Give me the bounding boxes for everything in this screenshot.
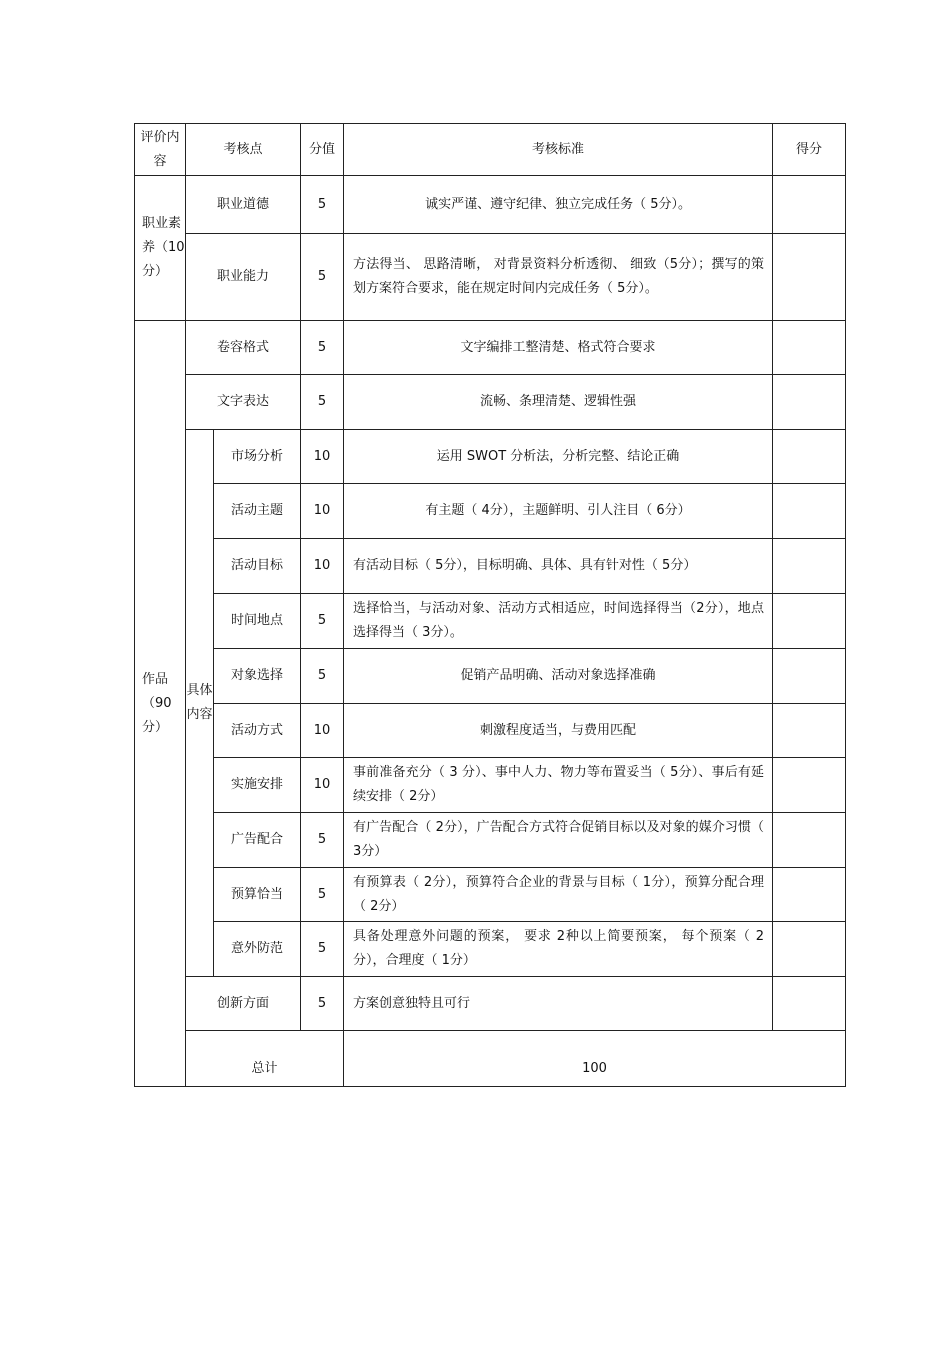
point-cell: 意外防范 (214, 922, 301, 977)
got-cell (773, 375, 846, 430)
got-cell (773, 321, 846, 375)
got-cell (773, 977, 846, 1031)
got-cell (773, 813, 846, 868)
point-cell: 实施安排 (214, 758, 301, 813)
point-cell: 预算恰当 (214, 868, 301, 922)
table-row (135, 758, 846, 813)
got-cell (773, 176, 846, 234)
point-cell: 活动目标 (214, 539, 301, 594)
standard-cell: 有主题（ 4分），主题鲜明、引人注目（ 6分） (344, 484, 773, 539)
standard-cell: 刺激程度适当，与费用匹配 (344, 704, 773, 758)
got-cell (773, 484, 846, 539)
header-point: 考核点 (186, 124, 301, 176)
point-cell: 广告配合 (214, 813, 301, 868)
standard-cell: 具备处理意外问题的预案， 要求 2种以上简要预案， 每个预案（ 2分），合理度（ 1分） (344, 922, 773, 977)
point-cell: 时间地点 (214, 594, 301, 649)
got-cell (773, 539, 846, 594)
standard-cell: 文字编排工整清楚、格式符合要求 (344, 321, 773, 375)
category-professional: 职业素养（10分） (135, 176, 186, 321)
score-cell: 10 (301, 430, 344, 484)
standard-cell: 促销产品明确、活动对象选择准确 (344, 649, 773, 704)
header-eval-content: 评价内容 (135, 124, 186, 176)
table-row (135, 868, 846, 922)
header-score-value: 分值 (301, 124, 344, 176)
standard-cell: 有广告配合（ 2分），广告配合方式符合促销目标以及对象的媒介习惯（ 3分） (344, 813, 773, 868)
point-cell: 职业道德 (186, 176, 301, 234)
score-cell: 10 (301, 758, 344, 813)
score-cell: 5 (301, 594, 344, 649)
standard-cell: 事前准备充分（ 3 分）、事中人力、物力等布置妥当（ 5分）、事后有延续安排（ 2分） (344, 758, 773, 813)
score-cell: 5 (301, 649, 344, 704)
table-row (135, 539, 846, 594)
standard-cell: 诚实严谨、遵守纪律、独立完成任务（ 5分）。 (344, 176, 773, 234)
table-row (135, 922, 846, 977)
standard-cell: 有活动目标（ 5分），目标明确、具体、具有针对性（ 5分） (344, 539, 773, 594)
total-row (135, 1031, 846, 1087)
table-row (135, 649, 846, 704)
score-cell: 10 (301, 704, 344, 758)
standard-cell: 方法得当、 思路清晰， 对背景资料分析透彻、 细致（5分）；撰写的策划方案符合要求，能在规定时间内完成任务（ 5分）。 (344, 234, 773, 321)
score-cell: 5 (301, 321, 344, 375)
standard-cell: 运用 SWOT 分析法，分析完整、结论正确 (344, 430, 773, 484)
score-cell: 5 (301, 977, 344, 1031)
header-standard: 考核标准 (344, 124, 773, 176)
got-cell (773, 649, 846, 704)
standard-cell: 流畅、条理清楚、逻辑性强 (344, 375, 773, 430)
point-cell: 市场分析 (214, 430, 301, 484)
score-cell: 5 (301, 375, 344, 430)
got-cell (773, 704, 846, 758)
specific-content-label: 具体内容 (186, 430, 214, 977)
table-row (135, 234, 846, 321)
table-row (135, 704, 846, 758)
got-cell (773, 758, 846, 813)
table-row (135, 484, 846, 539)
total-value: 100 (344, 1031, 846, 1087)
score-cell: 5 (301, 813, 344, 868)
score-cell: 5 (301, 922, 344, 977)
score-cell: 10 (301, 484, 344, 539)
header-got: 得分 (773, 124, 846, 176)
point-cell: 创新方面 (186, 977, 301, 1031)
point-cell: 卷容格式 (186, 321, 301, 375)
table-row (135, 594, 846, 649)
got-cell (773, 868, 846, 922)
header-row (135, 124, 846, 176)
category-work: 作品（90分） (135, 321, 186, 1087)
point-cell: 职业能力 (186, 234, 301, 321)
standard-cell: 方案创意独特且可行 (344, 977, 773, 1031)
point-cell: 文字表达 (186, 375, 301, 430)
got-cell (773, 922, 846, 977)
table-row (135, 176, 846, 234)
score-cell: 5 (301, 176, 344, 234)
assessment-rubric-table (134, 123, 846, 1087)
table-row (135, 375, 846, 430)
total-label: 总计 (186, 1031, 344, 1087)
table-row (135, 430, 846, 484)
score-cell: 5 (301, 234, 344, 321)
got-cell (773, 234, 846, 321)
point-cell: 活动主题 (214, 484, 301, 539)
standard-cell: 选择恰当，与活动对象、活动方式相适应，时间选择得当（2分），地点选择得当（ 3分）。 (344, 594, 773, 649)
score-cell: 5 (301, 868, 344, 922)
point-cell: 活动方式 (214, 704, 301, 758)
table-row (135, 321, 846, 375)
score-cell: 10 (301, 539, 344, 594)
point-cell: 对象选择 (214, 649, 301, 704)
table-row (135, 977, 846, 1031)
got-cell (773, 594, 846, 649)
got-cell (773, 430, 846, 484)
table-row (135, 813, 846, 868)
standard-cell: 有预算表（ 2分），预算符合企业的背景与目标（ 1分），预算分配合理（ 2分） (344, 868, 773, 922)
